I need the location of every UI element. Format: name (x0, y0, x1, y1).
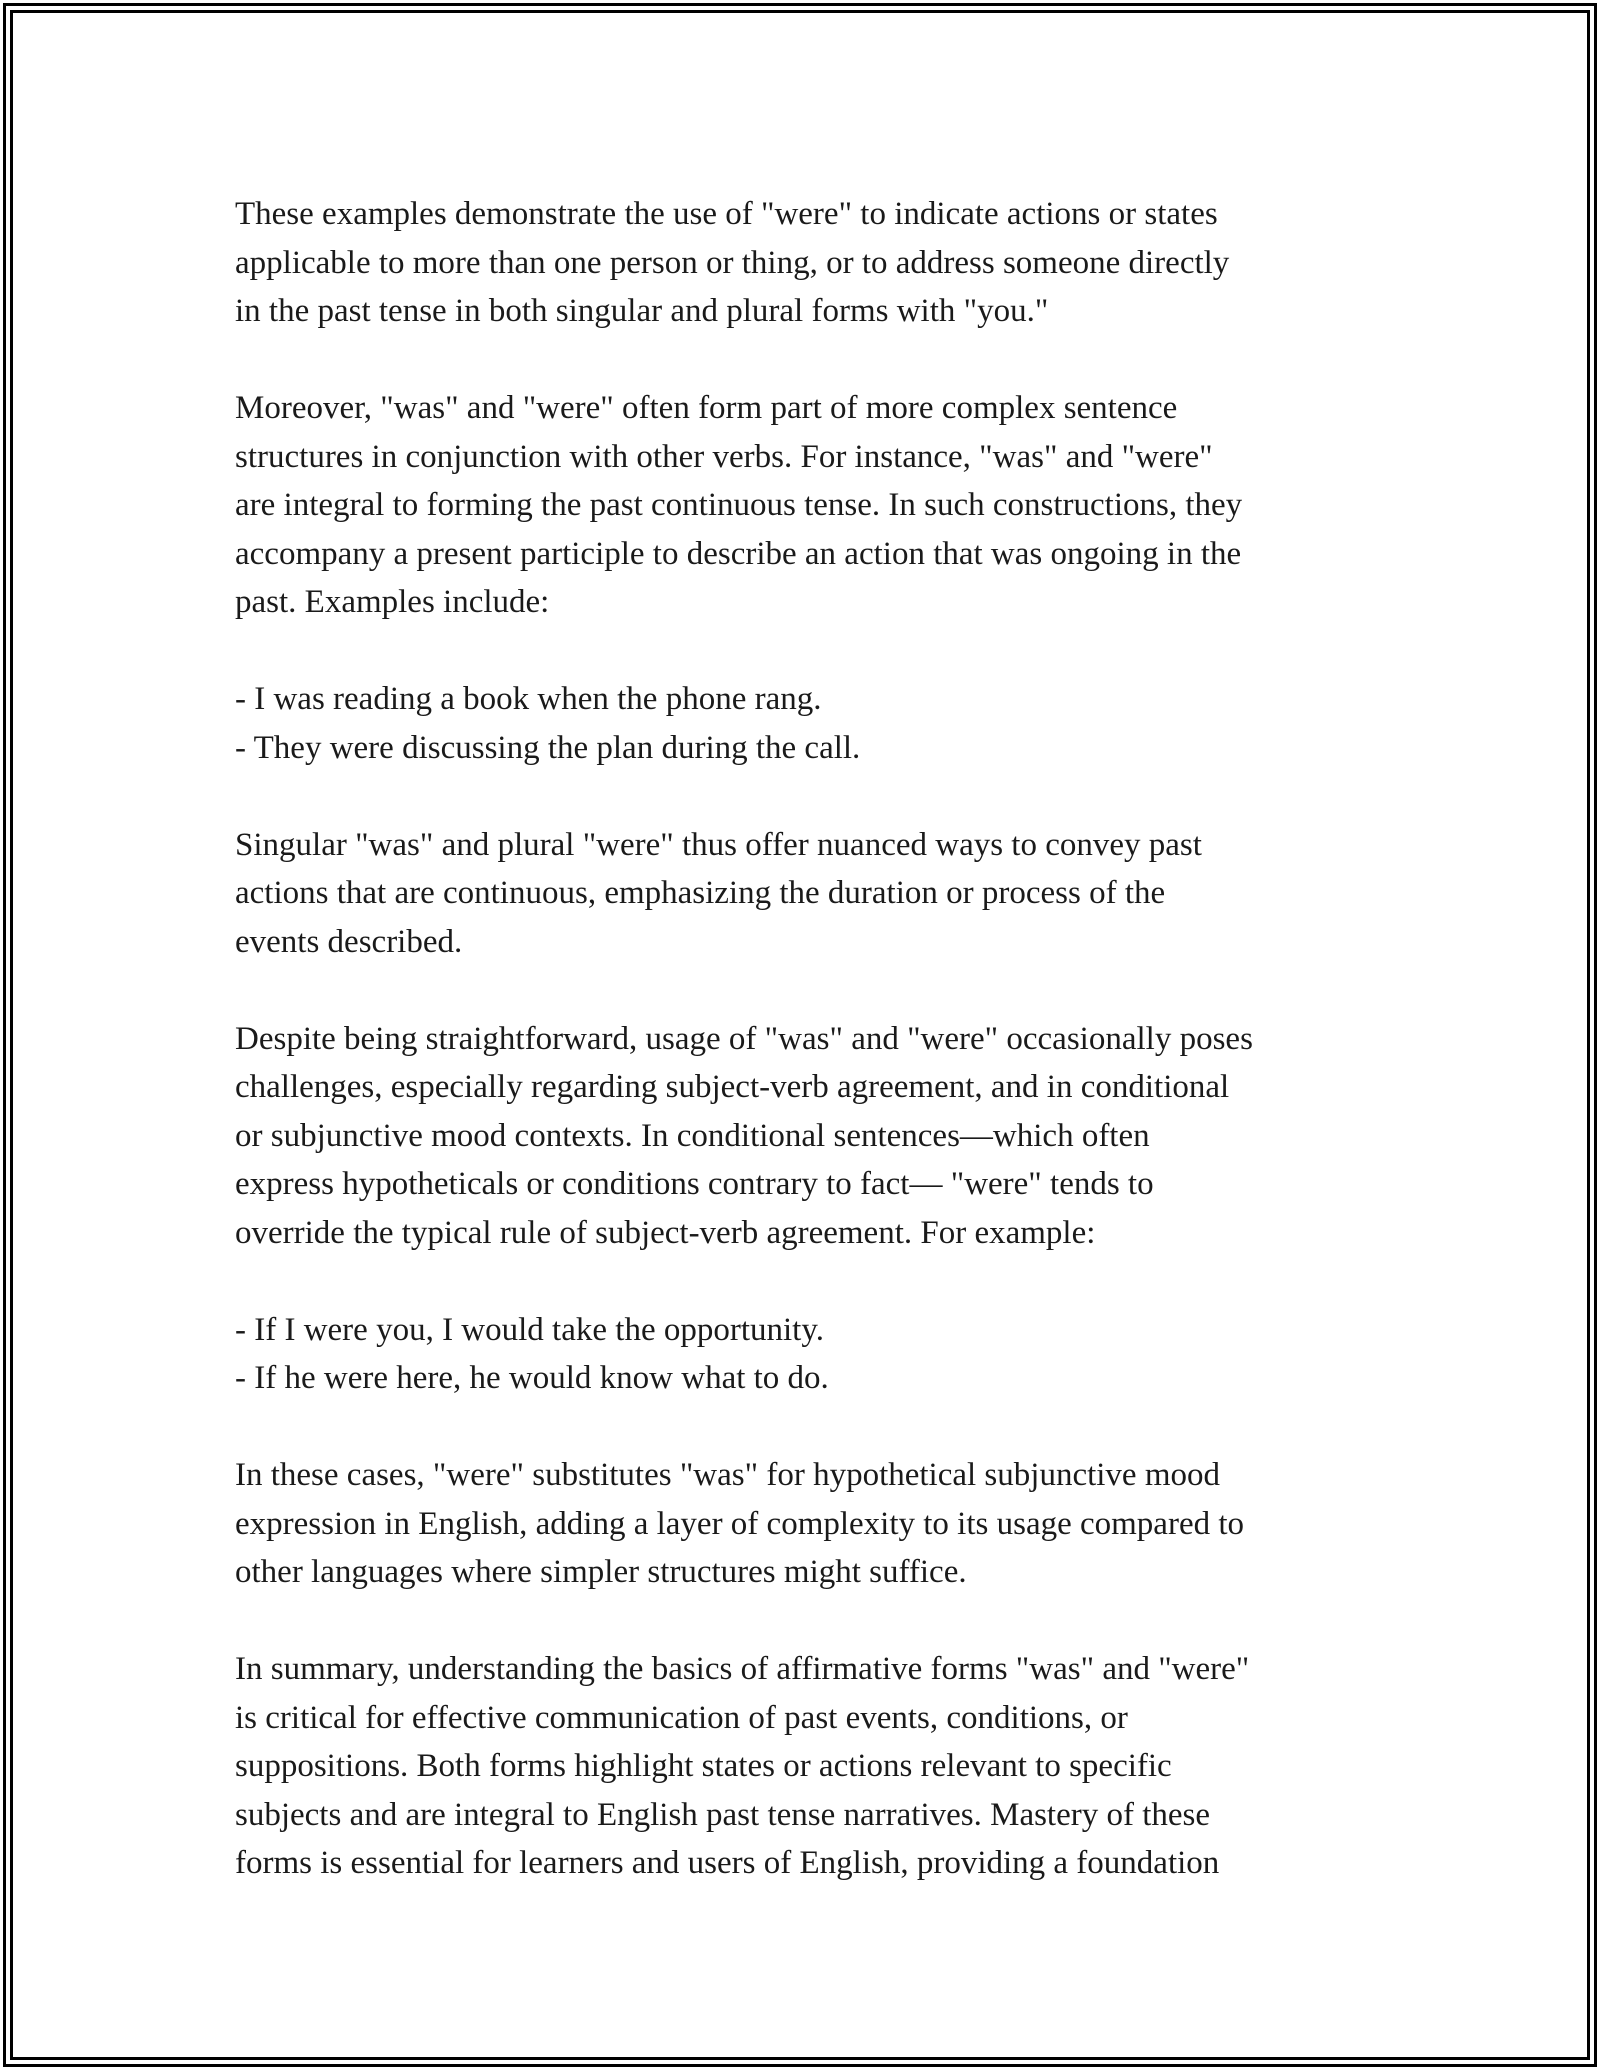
text-line: expression in English, adding a layer of complexity to its usage compared to (235, 1505, 1245, 1542)
text-line: forms is essential for learners and users of English, providing a foundation (235, 1845, 1220, 1881)
text-line: are integral to forming the past continuous tense. In such constructions, they (235, 487, 1243, 523)
list-item: - I was reading a book when the phone rang. (235, 681, 822, 717)
text-line: challenges, especially regarding subject-verb agreement, and in conditional (235, 1069, 1230, 1105)
list-item: - If he were here, he would know what to do. (235, 1360, 829, 1396)
list-item: - They were discussing the plan during the call. (235, 729, 861, 766)
text-line: subjects and are integral to English past tense narratives. Mastery of these (235, 1796, 1211, 1833)
document-body (235, 190, 1435, 1888)
text-line: actions that are continuous, emphasizing the duration or process of the (235, 875, 1166, 911)
text-line: past. Examples include: (235, 584, 550, 620)
text-line: Singular "was" and plural "were" thus offer nuanced ways to convey past (235, 826, 1202, 863)
example-list (235, 1306, 1435, 1403)
text-line: Despite being straightforward, usage of "was" and "were" occasionally poses (235, 1020, 1253, 1057)
text-line: accompany a present participle to describe an action that was ongoing in the (235, 535, 1242, 572)
text-line: events described. (235, 923, 463, 960)
text-line: express hypotheticals or conditions contrary to fact— "were" tends to (235, 1166, 1154, 1202)
text-line: in the past tense in both singular and plural forms with "you." (235, 293, 1049, 329)
example-list (235, 675, 1435, 772)
text-line: In summary, understanding the basics of affirmative forms "was" and "were" (235, 1651, 1250, 1687)
text-line: suppositions. Both forms highlight states or actions relevant to specific (235, 1748, 1172, 1784)
text-line: These examples demonstrate the use of "were" to indicate actions or states (235, 196, 1218, 232)
paragraph (235, 1645, 1435, 1888)
text-line: Moreover, "was" and "were" often form part of more complex sentence (235, 390, 1178, 426)
text-line: override the typical rule of subject-verb agreement. For example: (235, 1214, 1096, 1251)
paragraph (235, 384, 1435, 627)
paragraph (235, 1451, 1435, 1597)
text-line: other languages where simpler structures might suffice. (235, 1554, 967, 1590)
text-line: applicable to more than one person or thing, or to address someone directly (235, 244, 1230, 281)
text-line: is critical for effective communication of past events, conditions, or (235, 1699, 1128, 1736)
paragraph (235, 821, 1435, 967)
paragraph (235, 190, 1435, 336)
list-item: - If I were you, I would take the opportunity. (235, 1311, 824, 1348)
paragraph (235, 1015, 1435, 1258)
text-line: structures in conjunction with other verbs. For instance, "was" and "were" (235, 438, 1213, 475)
text-line: or subjunctive mood contexts. In conditional sentences—which often (235, 1117, 1150, 1154)
text-line: In these cases, "were" substitutes "was" for hypothetical subjunctive mood (235, 1457, 1220, 1493)
